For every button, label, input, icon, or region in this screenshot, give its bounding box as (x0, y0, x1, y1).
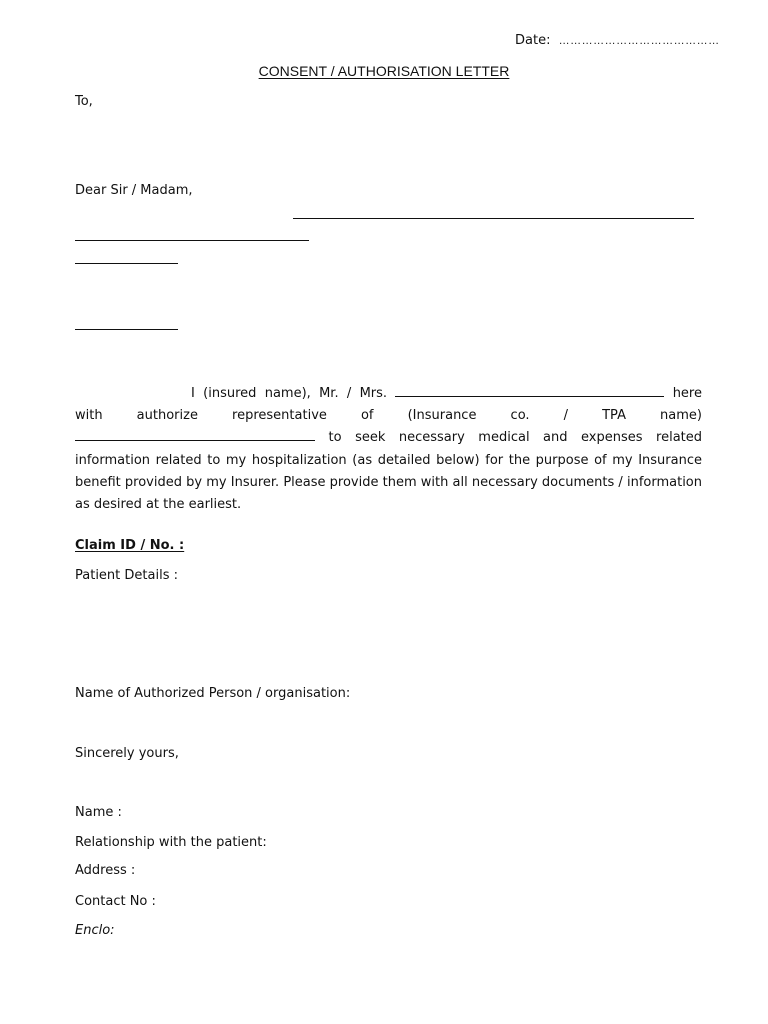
blank-line-1 (293, 218, 694, 219)
enclosure-label: Enclo: (75, 923, 115, 938)
letter-title-text: CONSENT / AUTHORISATION LETTER (258, 63, 510, 79)
address-label: Address : (75, 863, 136, 878)
body-part1: I (insured name), Mr. / Mrs. (191, 386, 388, 401)
greeting: Dear Sir / Madam, (75, 183, 193, 198)
date-label: Date: (515, 33, 551, 48)
blank-line-4 (75, 329, 178, 330)
claim-id-label: Claim ID / No. : (75, 538, 185, 553)
body-part3: to seek necessary medical and expenses related information related to my hospitalization (as detailed below) for the purpose of my Insurance benefit provided by my Insurer. Please provide them with all necessary documents / information as desired at the earliest. (75, 430, 703, 513)
name-label: Name : (75, 805, 122, 820)
body-part2: here with authorize representative of (Insurance co. / TPA name) (75, 386, 702, 424)
body-paragraph (75, 383, 702, 516)
authorized-person-label: Name of Authorized Person / organisation: (75, 686, 351, 701)
relationship-label: Relationship with the patient: (75, 835, 267, 850)
contact-label: Contact No : (75, 894, 156, 909)
tpa-name-blank (75, 429, 315, 441)
date-placeholder: …………………………………… (558, 35, 720, 47)
salutation-to: To, (75, 94, 93, 109)
closing: Sincerely yours, (75, 746, 179, 761)
date-line (515, 33, 720, 49)
letter-title (0, 63, 768, 79)
blank-line-2 (75, 240, 309, 241)
patient-details-label: Patient Details : (75, 568, 178, 583)
blank-line-3 (75, 263, 178, 264)
insured-name-blank (395, 385, 664, 397)
